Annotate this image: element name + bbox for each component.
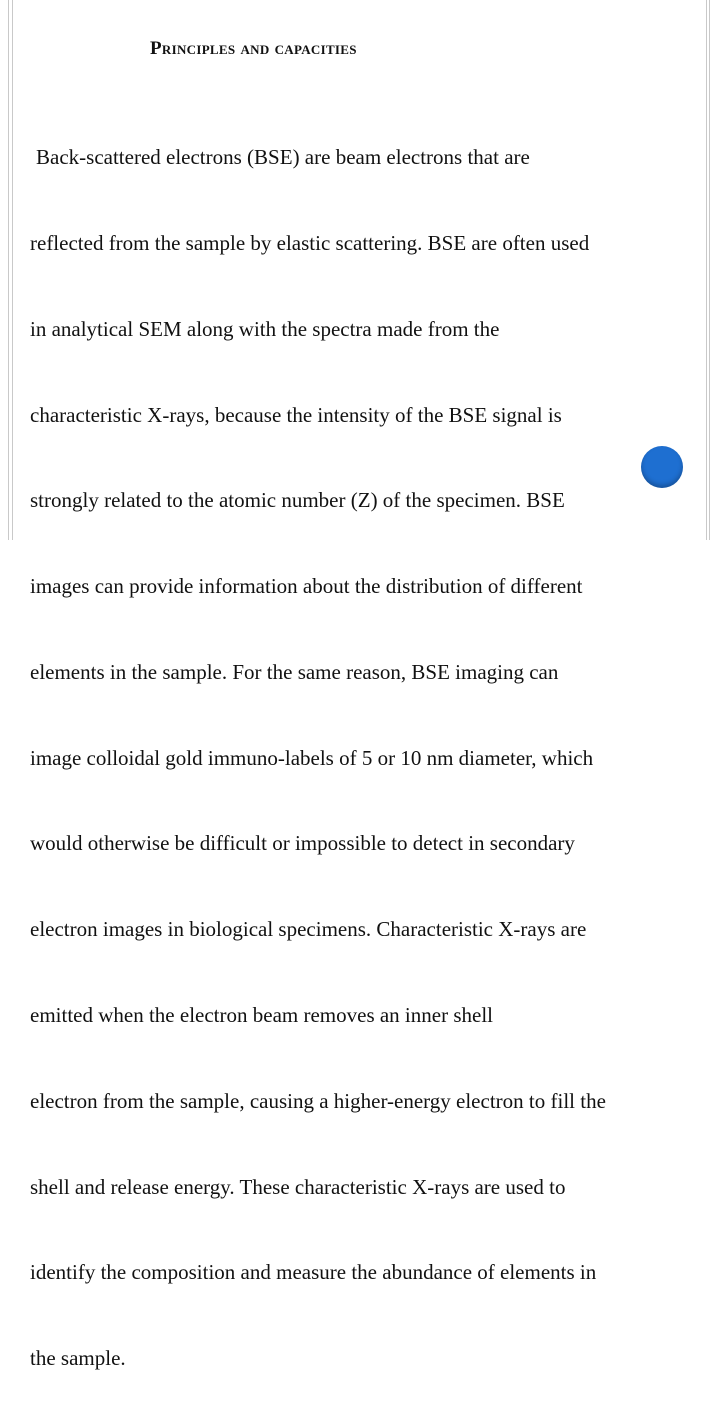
body-line-9: would otherwise be difficult or impossible to detect in secondary <box>30 831 575 856</box>
body-line-10: electron images in biological specimens. Characteristic X-rays are <box>30 917 587 942</box>
body-line-3: in analytical SEM along with the spectra made from the <box>30 316 500 341</box>
slide-body <box>30 86 720 1401</box>
body-line-5: strongly related to the atomic number (Z) of the specimen. BSE <box>30 488 565 513</box>
left-border-lines <box>8 0 13 540</box>
body-line-8: image colloidal gold immuno-labels of 5 or 10 nm diameter, which <box>30 745 594 770</box>
body-line-12: electron from the sample, causing a higher-energy electron to fill the <box>30 1088 606 1113</box>
body-line-11: emitted when the electron beam removes an inner shell <box>30 1003 493 1027</box>
body-line-1: Back-scattered electrons (BSE) are beam electrons that are <box>36 145 530 170</box>
body-line-2: reflected from the sample by elastic scattering. BSE are often used <box>30 230 590 255</box>
body-line-14: identify the composition and measure the abundance of elements in <box>30 1260 597 1285</box>
body-line-13: shell and release energy. These characteristic X-rays are used to <box>30 1174 566 1199</box>
body-line-4: characteristic X-rays, because the intensity of the BSE signal is <box>30 402 562 427</box>
body-line-15: the sample. <box>30 1346 126 1371</box>
body-line-7: elements in the sample. For the same reason, BSE imaging can <box>30 659 559 684</box>
body-line-6: images can provide information about the distribution of different <box>30 574 583 599</box>
slide-title: Principles and capacities <box>150 38 357 59</box>
slide-number-dot <box>641 446 683 488</box>
